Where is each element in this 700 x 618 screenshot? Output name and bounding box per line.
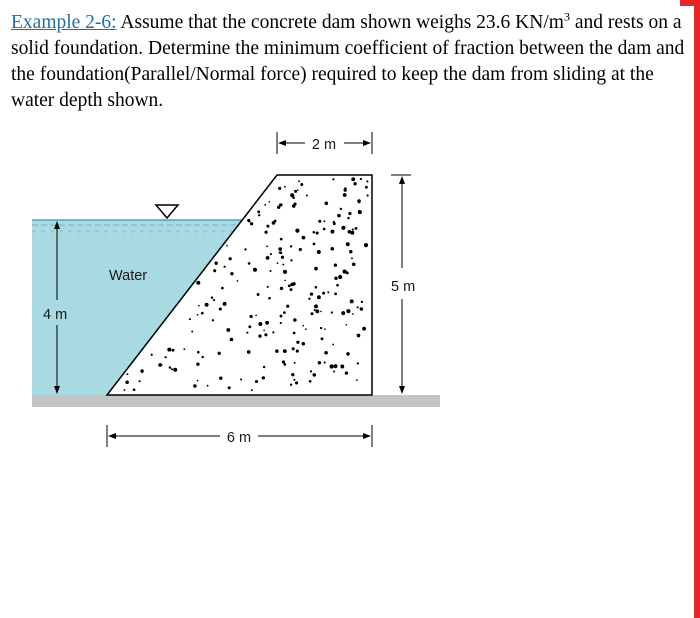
aggregate-dot: [286, 305, 289, 308]
aggregate-dot: [314, 267, 318, 271]
aggregate-dot: [306, 195, 308, 197]
aggregate-dot: [228, 386, 231, 389]
aggregate-dot: [317, 250, 321, 254]
aggregate-dot: [171, 368, 173, 370]
aggregate-dot: [248, 325, 251, 328]
problem-text-part1: Assume that the concrete dam shown weighs 23.6 KN/m: [116, 12, 564, 33]
aggregate-dot: [213, 299, 215, 301]
aggregate-dot: [310, 292, 313, 295]
aggregate-dot: [336, 284, 339, 287]
aggregate-dot: [275, 349, 279, 353]
aggregate-dot: [264, 204, 266, 206]
aggregate-dot: [126, 373, 128, 375]
dimension-arrowhead: [399, 176, 405, 184]
aggregate-dot: [294, 190, 297, 193]
aggregate-dot: [198, 305, 200, 307]
aggregate-dot: [249, 315, 252, 318]
aggregate-dot: [346, 352, 350, 356]
aggregate-dot: [169, 366, 172, 369]
aggregate-dot: [293, 379, 295, 381]
aggregate-dot: [291, 373, 294, 376]
aggregate-dot: [334, 276, 338, 280]
aggregate-dot: [313, 373, 317, 377]
aggregate-dot: [360, 178, 362, 180]
aggregate-dot: [290, 245, 292, 247]
aggregate-dot: [263, 330, 265, 332]
aggregate-dot: [320, 311, 322, 313]
aggregate-dot: [224, 266, 226, 268]
aggregate-dot: [338, 275, 342, 279]
aggregate-dot: [258, 214, 260, 216]
aggregate-dot: [357, 306, 359, 308]
unit-superscript: 3: [563, 9, 570, 24]
aggregate-dot: [229, 257, 232, 260]
aggregate-dot: [191, 331, 193, 333]
aggregate-dot: [196, 363, 199, 366]
aggregate-dot: [324, 361, 326, 363]
aggregate-dot: [267, 286, 269, 288]
aggregate-dot: [332, 178, 334, 180]
aggregate-dot: [257, 210, 260, 213]
water-label: Water: [109, 268, 148, 284]
aggregate-dot: [247, 350, 251, 354]
top-width-label: 2 m: [311, 137, 337, 153]
aggregate-dot: [172, 349, 175, 352]
aggregate-dot: [255, 314, 257, 316]
aggregate-dot: [323, 228, 326, 231]
aggregate-dot: [302, 325, 304, 327]
aggregate-dot: [292, 347, 295, 350]
aggregate-dot: [226, 328, 230, 332]
aggregate-dot: [367, 194, 369, 196]
aggregate-dot: [346, 309, 350, 313]
aggregate-dot: [358, 210, 362, 214]
aggregate-dot: [272, 331, 274, 333]
aggregate-dot: [294, 362, 296, 364]
aggregate-dot: [167, 348, 171, 352]
aggregate-dot: [325, 202, 329, 206]
aggregate-dot: [283, 270, 287, 274]
aggregate-dot: [324, 351, 328, 355]
aggregate-dot: [283, 311, 286, 314]
aggregate-dot: [355, 227, 358, 230]
aggregate-dot: [264, 333, 267, 336]
aggregate-dot: [292, 196, 295, 199]
aggregate-dot: [341, 311, 345, 315]
aggregate-dot: [322, 292, 325, 295]
aggregate-dot: [317, 295, 321, 299]
aggregate-dot: [230, 272, 233, 275]
aggregate-dot: [352, 262, 356, 266]
aggregate-dot: [293, 202, 296, 205]
aggregate-dot: [323, 220, 325, 222]
aggregate-dot: [292, 282, 295, 285]
free-surface-icon: [156, 205, 178, 218]
aggregate-dot: [266, 225, 269, 228]
aggregate-dot: [284, 363, 287, 366]
aggregate-dot: [212, 319, 214, 321]
aggregate-dot: [337, 214, 341, 218]
aggregate-dot: [315, 286, 318, 289]
aggregate-dot: [318, 361, 322, 365]
aggregate-dot: [302, 236, 306, 240]
aggregate-dot: [362, 327, 366, 331]
aggregate-dot: [284, 186, 286, 188]
aggregate-dot: [270, 253, 272, 255]
aggregate-dot: [160, 364, 162, 366]
aggregate-dot: [240, 378, 242, 380]
aggregate-dot: [211, 296, 213, 298]
aggregate-dot: [258, 322, 262, 326]
aggregate-dot: [364, 243, 368, 247]
aggregate-dot: [357, 334, 361, 338]
aggregate-dot: [330, 230, 334, 234]
base-width-label: 6 m: [226, 430, 252, 446]
aggregate-dot: [334, 264, 337, 267]
aggregate-dot: [360, 307, 364, 311]
aggregate-dot: [318, 220, 321, 223]
aggregate-dot: [268, 201, 270, 203]
aggregate-dot: [299, 248, 302, 251]
aggregate-dot: [164, 356, 166, 358]
aggregate-dot: [295, 229, 299, 233]
aggregate-dot: [133, 388, 136, 391]
aggregate-dot: [219, 376, 222, 379]
aggregate-dot: [280, 315, 283, 318]
aggregate-dot: [248, 262, 251, 265]
aggregate-dot: [320, 327, 322, 329]
aggregate-dot: [356, 379, 358, 381]
aggregate-dot: [293, 318, 297, 322]
aggregate-dot: [333, 221, 335, 223]
aggregate-dot: [296, 341, 299, 344]
aggregate-dot: [257, 293, 260, 296]
dimension-arrowhead: [278, 140, 286, 146]
aggregate-dot: [346, 271, 349, 274]
aggregate-dot: [123, 389, 125, 391]
aggregate-dot: [279, 252, 281, 254]
aggregate-dot: [193, 384, 197, 388]
problem-statement: [11, 10, 686, 114]
aggregate-dot: [349, 250, 352, 253]
aggregate-dot: [351, 177, 355, 181]
aggregate-dot: [333, 370, 335, 372]
aggregate-dot: [302, 342, 306, 346]
foundation-ground: [32, 395, 440, 407]
aggregate-dot: [340, 365, 344, 369]
aggregate-dot: [305, 328, 307, 330]
slide-border-top: [680, 0, 700, 6]
aggregate-dot: [223, 302, 227, 306]
aggregate-dot: [350, 231, 354, 235]
aggregate-dot: [310, 370, 312, 372]
aggregate-dot: [313, 243, 316, 246]
aggregate-dot: [183, 348, 185, 350]
aggregate-dot: [280, 287, 283, 290]
aggregate-dot: [189, 318, 191, 320]
aggregate-dot: [350, 299, 354, 303]
slide-border-right: [694, 0, 700, 618]
aggregate-dot: [309, 380, 312, 383]
aggregate-dot: [263, 366, 266, 369]
aggregate-dot: [331, 247, 335, 251]
aggregate-dot: [197, 351, 200, 354]
aggregate-dot: [366, 180, 368, 182]
aggregate-dot: [333, 364, 337, 368]
aggregate-dot: [308, 298, 310, 300]
aggregate-dot: [215, 262, 218, 265]
problem-text-part2: and rests on a solid foundation. Determine the minimum coefficient of fraction between the dam and the foundation(Parallel/Normal force) required to keep the dam from sliding at the water depth shown.: [11, 12, 685, 111]
dimension-arrowhead: [399, 386, 405, 394]
aggregate-dot: [327, 291, 329, 293]
aggregate-dot: [290, 288, 293, 291]
water-depth-label: 4 m: [43, 307, 68, 323]
aggregate-dot: [334, 293, 337, 296]
aggregate-dot: [201, 312, 204, 315]
aggregate-dot: [331, 311, 333, 313]
aggregate-dot: [218, 352, 221, 355]
aggregate-dot: [315, 309, 319, 313]
aggregate-dot: [284, 280, 286, 282]
dam-figure: [15, 125, 445, 450]
aggregate-dot: [244, 248, 246, 250]
aggregate-dot: [314, 304, 318, 308]
aggregate-dot: [274, 220, 277, 223]
aggregate-dot: [330, 364, 334, 368]
aggregate-dot: [265, 321, 269, 325]
aggregate-dot: [311, 312, 314, 315]
aggregate-dot: [298, 180, 300, 182]
aggregate-dot: [280, 322, 282, 324]
aggregate-dot: [250, 222, 253, 225]
aggregate-dot: [278, 247, 282, 251]
aggregate-dot: [295, 381, 298, 384]
aggregate-dot: [151, 354, 153, 356]
aggregate-dot: [279, 203, 282, 206]
aggregate-dot: [140, 369, 143, 372]
aggregate-dot: [345, 371, 348, 374]
aggregate-dot: [345, 324, 347, 326]
aggregate-dot: [353, 182, 356, 185]
aggregate-dot: [207, 385, 209, 387]
aggregate-dot: [352, 228, 354, 230]
aggregate-dot: [125, 381, 129, 385]
aggregate-dot: [283, 349, 287, 353]
aggregate-dot: [347, 217, 349, 219]
aggregate-dot: [300, 183, 303, 186]
aggregate-dot: [277, 262, 279, 264]
aggregate-dot: [316, 231, 319, 234]
aggregate-dot: [278, 187, 281, 190]
aggregate-dot: [324, 328, 326, 330]
aggregate-dot: [253, 268, 257, 272]
aggregate-dot: [268, 297, 271, 300]
aggregate-dot: [313, 231, 316, 234]
aggregate-dot: [251, 389, 253, 391]
aggregate-dot: [219, 307, 222, 310]
aggregate-dot: [255, 380, 258, 383]
aggregate-dot: [340, 208, 342, 210]
aggregate-dot: [202, 356, 204, 358]
aggregate-dot: [221, 287, 224, 290]
aggregate-dot: [346, 242, 350, 246]
aggregate-dot: [352, 313, 354, 315]
aggregate-dot: [321, 337, 324, 340]
aggregate-dot: [196, 281, 200, 285]
aggregate-dot: [226, 245, 228, 247]
aggregate-dot: [281, 256, 284, 259]
aggregate-dot: [297, 189, 299, 191]
aggregate-dot: [173, 368, 177, 372]
aggregate-dot: [288, 285, 291, 288]
aggregate-dot: [230, 338, 234, 342]
aggregate-dot: [361, 301, 363, 303]
aggregate-dot: [351, 257, 353, 259]
aggregate-dot: [197, 314, 199, 316]
aggregate-dot: [293, 332, 296, 335]
example-label[interactable]: Example 2-6:: [11, 12, 117, 33]
aggregate-dot: [314, 309, 316, 311]
aggregate-dot: [280, 238, 283, 241]
dimension-arrowhead: [363, 433, 371, 439]
aggregate-dot: [344, 187, 346, 189]
aggregate-dot: [264, 231, 267, 234]
aggregate-dot: [343, 193, 347, 197]
aggregate-dot: [262, 376, 265, 379]
aggregate-dot: [246, 332, 248, 334]
aggregate-dot: [269, 270, 271, 272]
aggregate-dot: [357, 362, 359, 364]
aggregate-dot: [237, 280, 239, 282]
aggregate-dot: [213, 269, 216, 272]
aggregate-dot: [357, 199, 361, 203]
aggregate-dot: [205, 303, 209, 307]
dimension-arrowhead: [363, 140, 371, 146]
aggregate-dot: [247, 219, 250, 222]
aggregate-dot: [139, 380, 141, 382]
aggregate-dot: [341, 226, 345, 230]
dimension-arrowhead: [108, 433, 116, 439]
aggregate-dot: [365, 186, 368, 189]
aggregate-dot: [266, 245, 268, 247]
aggregate-dot: [296, 350, 299, 353]
aggregate-dot: [282, 264, 284, 266]
aggregate-dot: [348, 212, 351, 215]
aggregate-dot: [266, 256, 270, 260]
aggregate-dot: [290, 259, 292, 261]
aggregate-dot: [290, 384, 292, 386]
aggregate-dot: [197, 380, 199, 382]
aggregate-dot: [277, 206, 280, 209]
aggregate-dot: [258, 334, 261, 337]
aggregate-dot: [332, 344, 334, 346]
height-label: 5 m: [391, 279, 416, 295]
